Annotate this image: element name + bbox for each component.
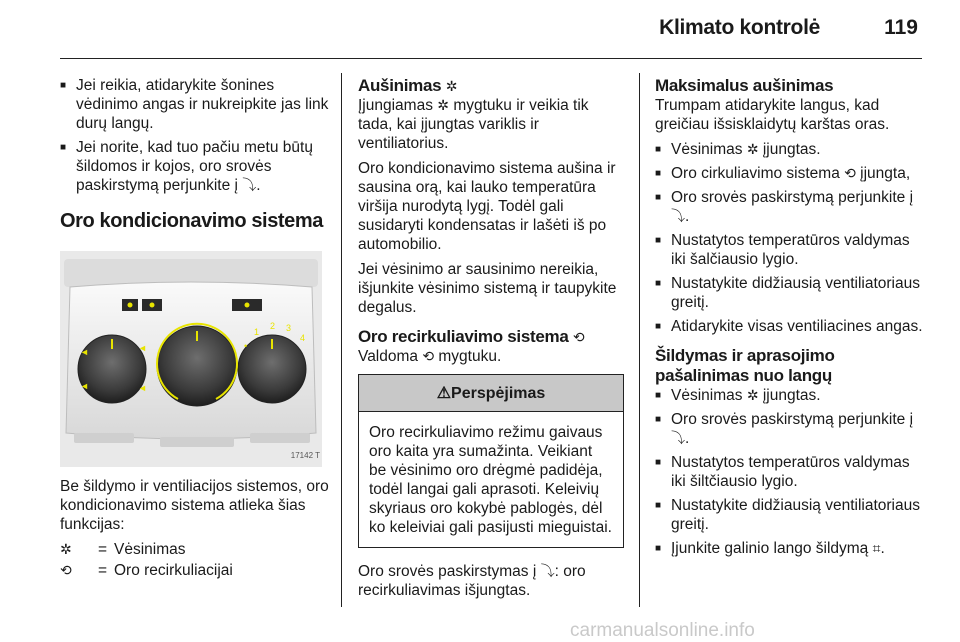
list-item: ■ Įjunkite galinio lango šildymą ⌗. [655,539,923,558]
watermark: carmanualsonline.info [570,620,755,641]
list-item: ■ Nustatytos temperatūros valdymas iki šalčiausio lygio. [655,231,923,269]
warning-box [358,374,624,548]
intro-paragraph: Be šildymo ir ventiliacijos sistemos, oro kondicionavimo sistema atlieka šias funkcijas: [60,478,329,533]
recirculation-icon: ⟲ [422,348,435,364]
snowflake-icon: ✲ [746,141,759,157]
snowflake-icon: ✲ [746,387,759,403]
header-rule [60,58,922,59]
list-item: ■ Nustatytos temperatūros valdymas iki šiltčiausio lygio. [655,453,923,491]
page-header-title: Klimato kontrolė [659,16,820,39]
warning-triangle-icon: ⚠ [436,385,452,402]
footwell-airflow-icon: ⤵ [671,208,685,224]
heading-max-cooling: Maksimalus aušinimas [655,76,834,95]
footwell-airflow-icon: ⤵ [540,563,555,579]
snowflake-icon: ✲ [445,78,458,94]
column-divider-2 [639,73,640,607]
snowflake-icon: ✲ [60,541,72,557]
svg-text:4: 4 [300,333,306,343]
list-item: ■ Oro srovės paskirstymą perjunkite į ⤵. [655,188,923,226]
column-2 [358,76,624,606]
heading-defrost: Šildymas ir aprasojimo pašalinimas nuo langų [655,346,835,385]
warning-text: Oro recirkuliavimo režimu gaivaus oro kaita yra sumažinta. Veikiant be vėsinimo oro drėgmė padidėja, todėl langai gali aprasoti. Keleivių skyriaus oro kokybė pablogės, dėl ko keleiviai gali pasijusti mieguistai. [369,424,612,536]
list-item: ■ Oro cirkuliavimo sistema ⟲ įjungta, [655,164,923,183]
list-item: ■ Vėsinimas ✲ įjungtas. [655,386,923,405]
svg-text:3: 3 [286,323,292,333]
svg-text:◄: ◄ [80,347,89,357]
bullet-footwell: ■ Jei norite, kad tuo pačiu metu būtų šildomos ir kojos, oro srovės paskirstymą perjunkite į ⤵. [60,138,332,195]
recirculation-paragraph: Valdoma ⟲ mygtuku. [358,348,502,365]
svg-text:◄: ◄ [138,383,147,393]
footwell-airflow-icon: ⤵ [242,177,257,193]
svg-text:•: • [244,341,248,351]
recirculation-icon: ⟲ [60,562,72,578]
svg-text:◄: ◄ [80,381,89,391]
list-item: ■ Oro srovės paskirstymą perjunkite į ⤵. [655,410,923,448]
footwell-airflow-icon: ⤵ [671,430,685,446]
bullet-side-vents: ■ Jei reikia, atidarykite šonines vėdinimo angas ir nukreipkite jas link durų langų. [60,76,332,133]
heading-cooling: Aušinimas ✲ [358,76,458,95]
snowflake-icon: ✲ [437,97,450,113]
list-item: ■ Atidarykite visas ventiliacines angas. [655,317,923,336]
recirculation-icon: ⟲ [844,165,856,181]
cooling-paragraph-2: Oro kondicionavimo sistema aušina ir sausina orą, kai lauko temperatūra viršija nurodytą lygį. Todėl gali susidaryti kondensatas ir lašėti iš po automobilio. [358,160,616,253]
svg-text:1: 1 [254,327,260,337]
list-item: ■ Vėsinimas ✲ įjungtas. [655,140,923,159]
cooling-paragraph-1: Įjungiamas ✲ mygtuku ir veikia tik tada, kai įjungtas variklis ir ventiliatorius. [358,97,589,152]
airflow-note: Oro srovės paskirstymas į ⤵: oro recirkuliavimas išjungtas. [358,563,586,599]
max-cooling-intro: Trumpam atidarykite langus, kad greičiau išsisklaidytų karštas oras. [655,97,890,133]
column-divider-1 [341,73,342,607]
column-1 [60,76,332,580]
section-heading-air-conditioning: Oro kondicionavimo sistema [60,210,324,232]
rear-window-heat-icon: ⌗ [872,540,881,556]
climate-control-panel-figure [60,251,322,467]
heading-recirculation: Oro recirkuliavimo sistema ⟲ [358,327,585,346]
svg-text:◄: ◄ [138,343,147,353]
list-item: ■ Nustatykite didžiausią ventiliatoriaus greitį. [655,274,923,312]
page-number: 119 [884,16,918,39]
list-item: ■ Nustatykite didžiausią ventiliatoriaus greitį. [655,496,923,534]
warning-header: ⚠Perspėjimas [359,375,623,412]
column-3 [655,76,923,563]
function-legend: ✲ = Vėsinimas ⟲ = Oro recirkuliacijai [60,541,233,579]
cooling-paragraph-3: Jei vėsinimo ar sausinimo nereikia, išjunkite vėsinimo sistemą ir taupykite degalus. [358,261,617,316]
svg-text:2: 2 [270,321,276,331]
figure-code: 17142 T [290,451,320,460]
recirculation-icon: ⟲ [572,329,585,345]
